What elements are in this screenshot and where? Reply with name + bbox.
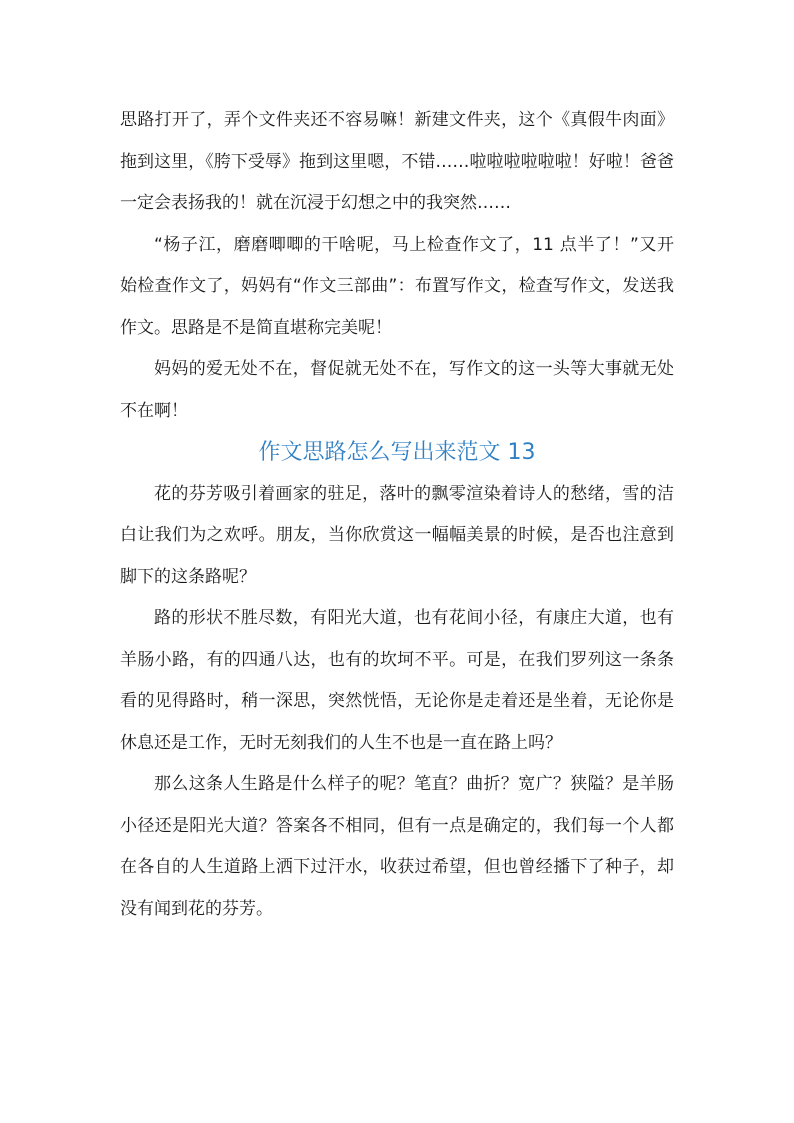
paragraph-life-road: 那么这条人生路是什么样子的呢？笔直？曲折？宽广？狭隘？是羊肠小径还是阳光大道？答案各不相同，但有一点是确定的，我们每一个人都在各自的人生道路上洒下过汗水，收获过希望，但也曾经播下了种子，却没有闻到花的芬芳。	[120, 774, 674, 919]
paragraph-continued: 思路打开了，弄个文件夹还不容易嘛！新建文件夹，这个《真假牛肉面》拖到这里，《胯下受辱》拖到这里嗯，不错……啦啦啦啦啦啦！好啦！爸爸一定会表扬我的！就在沉浸于幻想之中的我突然……	[120, 110, 674, 213]
paragraph-flower-fragrance: 花的芬芳吸引着画家的驻足，落叶的飘零渲染着诗人的愁绪，雪的洁白让我们为之欢呼。朋友，当你欣赏这一幅幅美景的时候，是否也注意到脚下的这条路呢？	[120, 483, 674, 587]
paragraph-mom-love: 妈妈的爱无处不在，督促就无处不在，写作文的这一头等大事就无处不在啊！	[120, 359, 674, 421]
paragraph-road-shapes: 路的形状不胜尽数，有阳光大道，也有花间小径，有康庄大道，也有羊肠小路，有的四通八达，也有的坎坷不平。可是，在我们罗列这一条条看的见得路时，稍一深思，突然恍悟，无论你是走着还是坐着，无论你是休息还是工作，无时无刻我们的人生不也是一直在路上吗？	[120, 608, 674, 753]
paragraph-mom-check: “杨子江，磨磨唧唧的干啥呢，马上检查作文了，11 点半了！”又开始检查作文了，妈妈有“作文三部曲”：布置写作文，检查写作文，发送我作文。思路是不是简直堪称完美呢！	[120, 234, 674, 338]
section-heading: 作文思路怎么写出来范文 13	[258, 440, 536, 465]
